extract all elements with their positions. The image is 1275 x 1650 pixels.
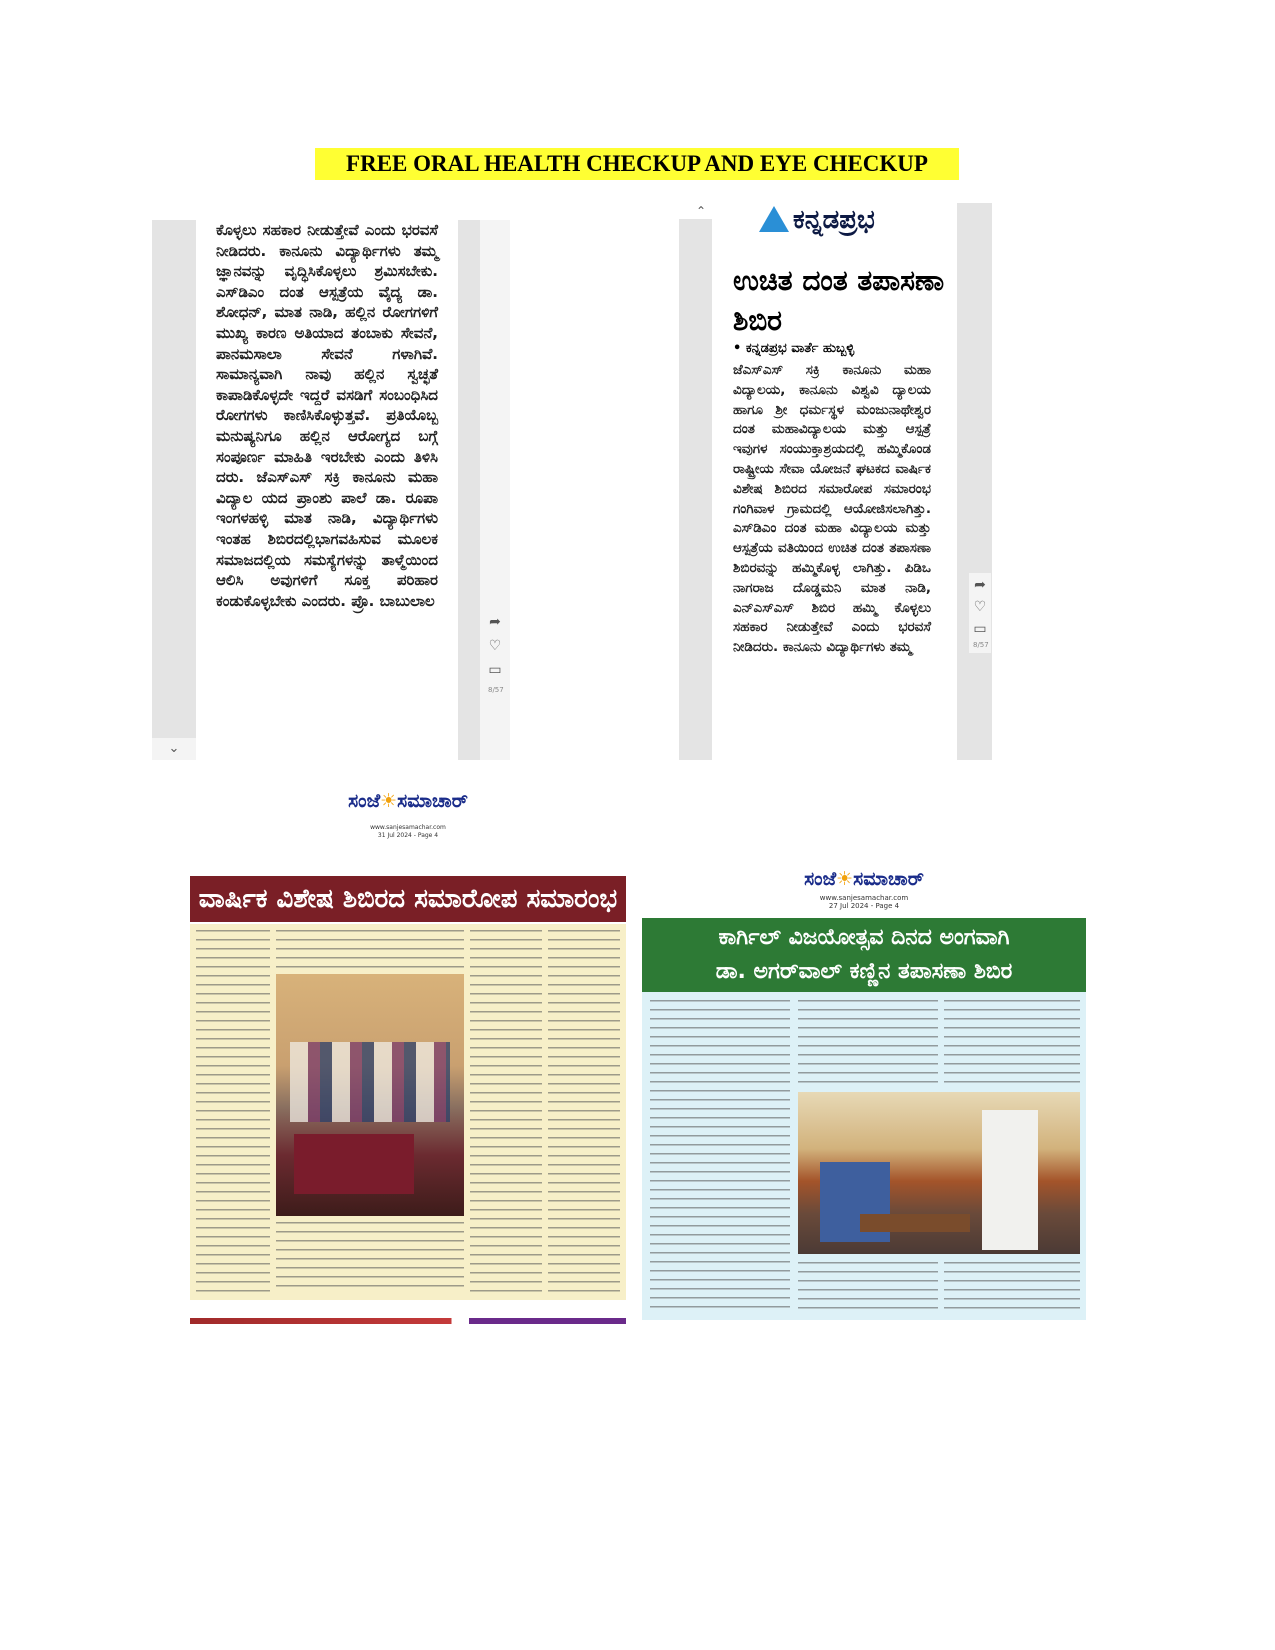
reader-side-rail xyxy=(480,220,510,760)
newspaper-url: www.sanjesamachar.com xyxy=(819,894,909,902)
banner-line-2: ಡಾ. ಅಗರ್‌ವಾಲ್ ಕಣ್ಣಿನ ತಪಾಸಣಾ ಶಿಬಿರ xyxy=(715,959,1013,984)
comment-icon[interactable]: ▭ xyxy=(488,662,502,678)
photo-desk xyxy=(860,1214,970,1232)
logo-triangle-icon xyxy=(759,206,789,232)
reader-side-rail xyxy=(969,573,991,653)
article-body xyxy=(190,924,626,1300)
clip1-article-text: ಕೊಳ್ಳಲು ಸಹಕಾರ ನೀಡುತ್ತೇವೆ ಎಂದು ಭರವಸೆ ನೀಡಿದರು. ಕಾನೂನು ವಿದ್ಯಾರ್ಥಿಗಳು ತಮ್ಮ ಜ್ಞಾನವನ್ನು ವೃದ್ಧಿಸಿಕೊಳ್ಳಲು ಶ್ರಮಿಸಬೇಕು. ಎಸ್‌ಡಿಎಂ ದಂತ ಆಸ್ಪತ್ರೆಯ ವೈದ್ಯ ಡಾ. ಶೋಧನ್, ಮಾತ ನಾಡಿ, ಹಲ್ಲಿನ ರೋಗಗಳಿಗೆ ಮುಖ್ಯ ಕಾರಣ ಅತಿಯಾದ ತಂಬಾಕು ಸೇವನೆ, ಪಾನಮಸಾಲಾ ಸೇವನೆ ಗಳಾಗಿವೆ. ಸಾಮಾನ್ಯವಾಗಿ ನಾವು ಹಲ್ಲಿನ ಸ್ವಚ್ಛತೆ ಕಾಪಾಡಿಕೊಳ್ಳದೇ ಇದ್ದರೆ ವಸಡಿಗೆ ಸಂಬಂಧಿಸಿದ ರೋಗಗಳು ಕಾಣಿಸಿಕೊಳ್ಳುತ್ತವೆ. ಪ್ರತಿಯೊಬ್ಬ ಮನುಷ್ಯನಿಗೂ ಹಲ್ಲಿನ ಆರೋಗ್ಯದ ಬಗ್ಗೆ ಸಂಪೂರ್ಣ ಮಾಹಿತಿ ಇರಬೇಕು ಎಂದು ತಿಳಿಸಿ ದರು. ಜೆಎಸ್‌ಎಸ್ ಸಕ್ರಿ ಕಾನೂನು ಮಹಾ ವಿದ್ಯಾಲ ಯದ ಪ್ರಾಂಶು ಪಾಲೆ ಡಾ. ರೂಪಾ ಇಂಗಳಹಳ್ಳಿ ಮಾತ ನಾಡಿ, ವಿದ್ಯಾರ್ಥಿಗಳು ಇಂತಹ ಶಿಬಿರದಲ್ಲಿಭಾಗವಹಿಸುವ ಮೂಲಕ ಸಮಾಜದಲ್ಲಿಯ ಸಮಸ್ಯೆಗಳನ್ನು ತಾಳ್ಮೆಯಿಂದ ಆಲಿಸಿ ಅವುಗಳಿಗೆ ಸೂಕ್ತ ಪರಿಹಾರ ಕಂಡುಕೊಳ್ಳಬೇಕು ಎಂದರು. ಪ್ರೊ. ಬಾಬುಲಾಲ xyxy=(216,221,438,610)
page-title: FREE ORAL HEALTH CHECKUP AND EYE CHECKUP xyxy=(315,148,959,180)
article-banner-headline xyxy=(642,918,1086,992)
text-column xyxy=(276,930,464,968)
article-banner-headline: ವಾರ್ಷಿಕ ವಿಶೇಷ ಶಿಬಿರದ ಸಮಾರೋಪ ಸಮಾರಂಭ xyxy=(190,876,626,922)
share-icon[interactable]: ➦ xyxy=(489,614,501,630)
chevron-down-icon[interactable]: ⌄ xyxy=(152,738,196,760)
masthead-word-1: ಸಂಜೆ xyxy=(348,790,381,812)
photo-patient xyxy=(982,1110,1038,1250)
banner-line-1: ಕಾರ್ಗಿಲ್ ವಿಜಯೋತ್ಸವ ದಿನದ ಅಂಗವಾಗಿ xyxy=(718,925,1010,950)
article-headline: ಉಚಿತ ದಂತ ತಪಾಸಣಾ ಶಿಬಿರ xyxy=(733,264,945,337)
share-icon[interactable]: ➦ xyxy=(974,577,986,593)
newspaper-clip-1 xyxy=(152,220,510,760)
masthead-word-2: ಸಮಾಚಾರ್ xyxy=(397,790,468,812)
sun-logo-icon: ☀ xyxy=(380,790,398,812)
sun-logo-icon: ☀ xyxy=(836,868,854,890)
text-column xyxy=(798,1000,938,1084)
newspaper-logo xyxy=(759,205,875,236)
newspaper-clip-3 xyxy=(188,786,628,1336)
text-column xyxy=(196,930,270,1294)
article-byline: • ಕನ್ನಡಪ್ರಭ ವಾರ್ತೆ ಹುಬ್ಬಳ್ಳಿ xyxy=(733,341,855,356)
newspaper-date: 31 Jul 2024 - Page 4 xyxy=(377,832,439,839)
heart-icon[interactable]: ♡ xyxy=(488,638,502,654)
page-count: 8/57 xyxy=(488,686,504,694)
page-strip xyxy=(190,1318,626,1324)
comment-icon[interactable]: ▭ xyxy=(973,621,987,637)
newspaper-url: www.sanjesamachar.com xyxy=(370,824,446,831)
newspaper-date: 27 Jul 2024 - Page 4 xyxy=(828,902,900,910)
photo-table xyxy=(294,1134,414,1194)
article-body xyxy=(642,992,1086,1320)
newspaper-clip-4 xyxy=(640,856,1088,1320)
logo-text: ಕನ್ನಡಪ್ರಭ xyxy=(793,205,875,235)
text-column xyxy=(798,1262,938,1312)
chevron-up-icon[interactable]: ⌃ xyxy=(679,203,723,219)
newspaper-masthead xyxy=(338,790,478,812)
text-column xyxy=(650,1000,790,1310)
photo-group xyxy=(290,1042,450,1122)
clip2-article-text: ಜೆಎಸ್‌ಎಸ್ ಸಕ್ರಿ ಕಾನೂನು ಮಹಾ ವಿದ್ಯಾಲಯ, ಕಾನೂನು ವಿಶ್ವವಿ ದ್ಯಾಲಯ ಹಾಗೂ ಶ್ರೀ ಧರ್ಮಸ್ಥಳ ಮಂಜುನಾಥೇಶ್ವರ ದಂತ ಮಹಾವಿದ್ಯಾಲಯ ಮತ್ತು ಆಸ್ಪತ್ರೆ ಇವುಗಳ ಸಂಯುಕ್ತಾಶ್ರಯದಲ್ಲಿ ಹಮ್ಮಿಕೊಂಡ ರಾಷ್ಟ್ರೀಯ ಸೇವಾ ಯೋಜನೆ ಘಟಕದ ವಾರ್ಷಿಕ ವಿಶೇಷ ಶಿಬಿರದ ಸಮಾರೋಪ ಸಮಾರಂಭ ಗಂಗಿವಾಳ ಗ್ರಾಮದಲ್ಲಿ ಆಯೋಜಿಸಲಾಗಿತ್ತು. ಎಸ್‌ಡಿಎಂ ದಂತ ಮಹಾ ವಿದ್ಯಾಲಯ ಮತ್ತು ಆಸ್ಪತ್ರೆಯ ವತಿಯಿಂದ ಉಚಿತ ದಂತ ತಪಾಸಣಾ ಶಿಬಿರವನ್ನು ಹಮ್ಮಿಕೊಳ್ಳ ಲಾಗಿತ್ತು. ಪಿಡಿಒ ನಾಗರಾಜ ದೊಡ್ಡಮನಿ ಮಾತ ನಾಡಿ, ಎನ್‌ಎಸ್‌ಎಸ್ ಶಿಬಿರ ಹಮ್ಮಿ ಕೊಳ್ಳಲು ಸಹಕಾರ ನೀಡುತ್ತೇವೆ ಎಂದು ಭರವಸೆ ನೀಡಿದರು. ಕಾನೂನು ವಿದ್ಯಾರ್ಥಿಗಳು ತಮ್ಮ xyxy=(733,362,931,656)
text-column xyxy=(944,1000,1080,1084)
masthead-word-2: ಸಮಾಚಾರ್ xyxy=(853,868,924,890)
newspaper-masthead xyxy=(794,868,934,890)
text-column xyxy=(944,1262,1080,1312)
newspaper-clip-2 xyxy=(679,203,992,760)
page-count: 8/57 xyxy=(973,641,989,649)
masthead-word-1: ಸಂಜೆ xyxy=(804,868,837,890)
text-column xyxy=(470,930,542,1294)
text-column xyxy=(276,1222,464,1294)
text-column xyxy=(548,930,620,1294)
heart-icon[interactable]: ♡ xyxy=(973,599,987,615)
